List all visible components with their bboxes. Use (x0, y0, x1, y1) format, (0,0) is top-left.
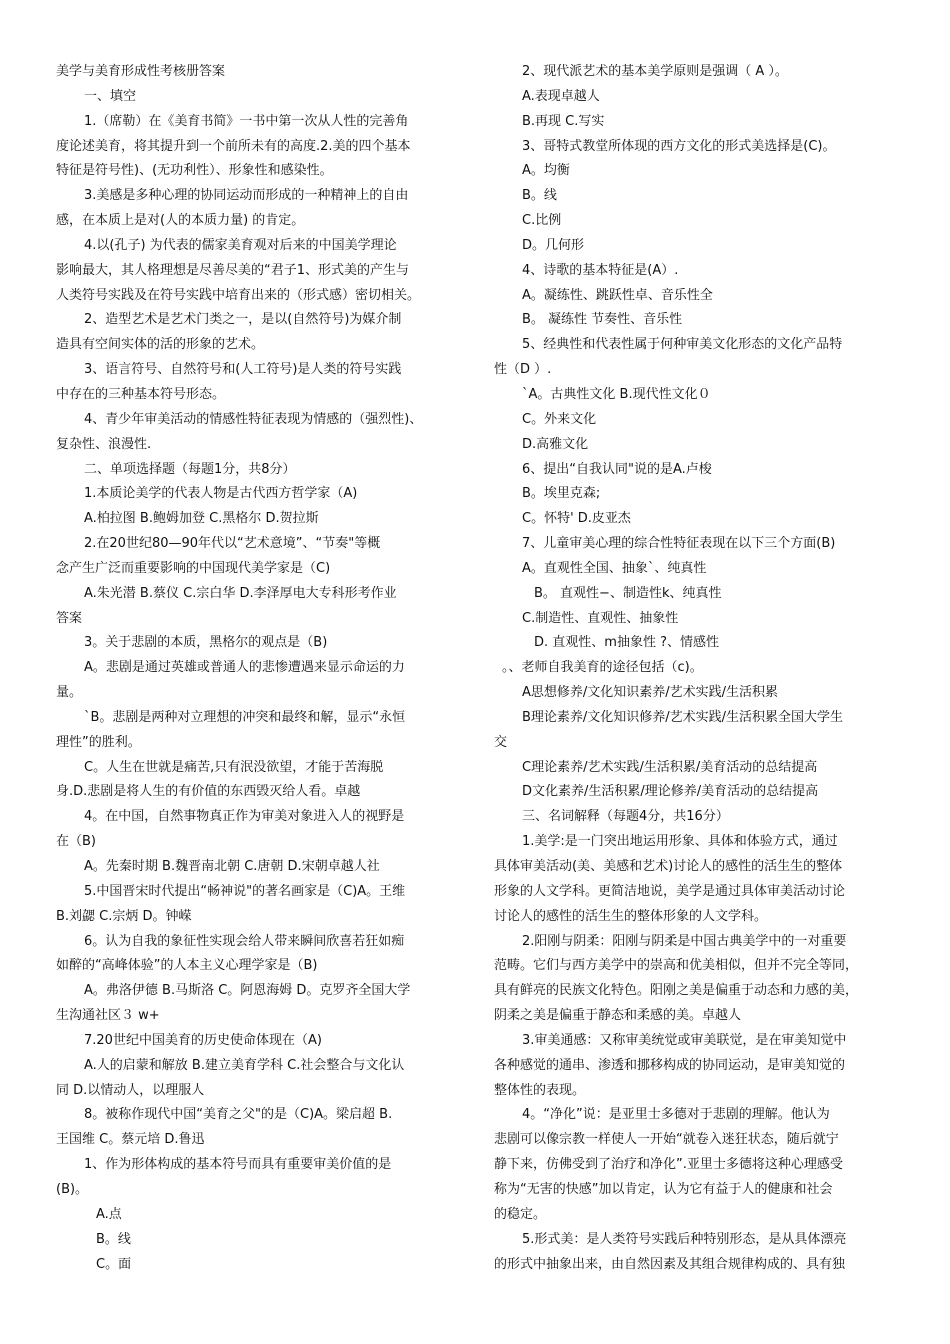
text-line: 中存在的三种基本符号形态。 (56, 386, 226, 402)
text-line: C.比例 (522, 213, 562, 229)
text-line: 悲剧可以像宗教一样使人一开始“就卷入迷狂状态，随后就宁 (494, 1132, 839, 1148)
text-line: 人类符号实践及在符号实践中培育出来的（形式感）密切相关。 (56, 287, 421, 303)
text-line: 3.美感是多种心理的协同运动而形成的一种精神上的自由 (84, 188, 409, 204)
text-line: 4、青少年审美活动的情感性特征表现为情感的（强烈性)、 (84, 411, 423, 427)
text-line: 交 (494, 734, 508, 750)
text-line: 阴柔之美是偏重于静态和柔感的美。卓越人 (494, 1008, 742, 1024)
text-line: 2.阳刚与阴柔：阳刚与阴柔是中国古典美学中的一对重要 (522, 933, 847, 949)
text-line: 5、经典性和代表性属于何种审美文化形态的文化产品特 (522, 337, 843, 353)
text-line: A。弗洛伊德 B.马斯洛 C。阿恩海姆 D。克罗齐全国大学 (84, 983, 411, 999)
text-line: 8。被称作现代中国“美育之父"的是（C)A。梁启超 B. (84, 1107, 393, 1123)
text-line: 念产生广泛而重要影响的中国现代美学家是（C) (56, 560, 331, 576)
text-line: 如醉的“高峰体验”的人本主义心理学家是（B) (56, 958, 318, 974)
text-line: 在（B) (56, 834, 96, 850)
text-line: 生沟通社区３ w+ (56, 1008, 160, 1024)
text-line: 答案 (56, 610, 83, 626)
text-line: 具体审美活动(美、美感和艺术)讨论人的感性的活生生的整体 (494, 859, 843, 874)
text-line: B。线 (96, 1231, 131, 1247)
text-line: 二、单项选择题（每题1分，共8分） (84, 461, 296, 477)
text-line: 造具有空间实体的活的形象的艺术。 (56, 337, 265, 353)
text-line: D. 直观性、m抽象性 ?、情感性 (534, 635, 719, 651)
text-line: 1.本质论美学的代表人物是古代西方哲学家（A) (84, 486, 358, 502)
text-line: C。怀特' D.皮亚杰 (522, 511, 631, 527)
text-line: A.表现卓越人 (522, 88, 600, 104)
text-line: A.柏拉图 B.鲍姆加登 C.黑格尔 D.贺拉斯 (84, 511, 319, 527)
text-line: 。、老师自我美育的途径包括（c)。 (502, 660, 703, 676)
text-line: 美学与美育形成性考核册答案 (56, 64, 226, 79)
text-line: `A。古典性文化 B.现代性文化０ (522, 386, 711, 402)
text-line: C。外来文化 (522, 411, 597, 427)
text-line: C。面 (96, 1256, 132, 1272)
text-line: A思想修养/文化知识素养/艺术实践/生活积累 (522, 685, 779, 701)
text-line: B.刘勰 C.宗炳 D。钟嵘 (56, 908, 192, 924)
text-line: 2.在20世纪80—90年代以“艺术意境”、“节奏"等概 (84, 536, 381, 552)
text-line: 3、哥特式教堂所体现的西方文化的形式美选择是(C)。 (522, 138, 836, 154)
text-line: 王国维 C。蔡元培 D.鲁迅 (56, 1132, 205, 1148)
text-line: 4、诗歌的基本特征是(A）. (522, 262, 679, 278)
text-line: B。 直观性−、制造性k、纯真性 (534, 585, 722, 601)
text-line: 感，在本质上是对(人的本质力量) 的肯定。 (56, 213, 305, 229)
text-line: A。悲剧是通过英雄或普通人的悲惨遭遇来显示命运的力 (84, 660, 405, 676)
text-line: 影响最大，其人格理想是尽善尽美的“君子1、形式美的产生与 (56, 262, 410, 278)
text-line: 2、造型艺术是艺术门类之一，是以(自然符号)为媒介制 (84, 312, 402, 328)
text-line: C.制造性、直观性、抽象性 (522, 610, 679, 626)
text-line: 6。认为自我的象征性实现会给人带来瞬间欣喜若狂如痴 (84, 933, 405, 949)
text-line: 的形式中抽象出来，由自然因素及其组合规律构成的、具有独 (494, 1256, 846, 1272)
text-line: 讨论人的感性的活生生的整体形象的人文学科。 (494, 908, 768, 924)
text-line: 同 D.以情动人，以理服人 (56, 1082, 205, 1098)
text-line: A。直观性全国、抽象`、纯真性 (522, 560, 707, 576)
text-line: 4。“净化”说：是亚里士多德对于悲剧的理解。他认为 (522, 1107, 830, 1123)
text-line: A。先秦时期 B.魏晋南北朝 C.唐朝 D.宋朝卓越人社 (84, 859, 380, 874)
left-column (56, 60, 474, 1277)
text-line: C。人生在世就是痛苦,只有泯没欲望，才能于苦海脱 (84, 759, 384, 775)
text-line: 三、名词解释（每题4分，共16分） (522, 809, 729, 825)
text-line: A。均衡 (522, 163, 570, 179)
text-line: D。几何形 (522, 237, 585, 253)
text-line: 7、儿童审美心理的综合性特征表现在以下三个方面(B) (522, 536, 836, 552)
text-line: 3。关于悲剧的本质，黑格尔的观点是（B) (84, 635, 328, 651)
text-line: 复杂性、浪漫性. (56, 436, 152, 452)
text-line: 1、作为形体构成的基本符号而具有重要审美价值的是 (84, 1157, 392, 1173)
text-line: 身.D.悲剧是将人生的有价值的东西毁灭给人看。卓越 (56, 784, 361, 800)
text-line: 3、语言符号、自然符号和(人工符号)是人类的符号实践 (84, 362, 402, 378)
text-line: 5.形式美：是人类符号实践后种特别形态，是从具体漂亮 (522, 1231, 847, 1247)
text-line: 具有鲜亮的民族文化特色。阳刚之美是偏重于动态和力感的美， (494, 983, 859, 999)
text-line: 静下来，仿佛受到了治疗和净化”.亚里士多德将这种心理感受 (494, 1157, 843, 1173)
text-line: B.再现 C.写实 (522, 113, 605, 129)
right-column (494, 60, 902, 1277)
text-line: 1.美学:是一门突出地运用形象、具体和体验方式，通过 (522, 834, 838, 850)
text-line: C理论素养/艺术实践/生活积累/美育活动的总结提高 (522, 759, 818, 775)
text-line: D文化素养/生活积累/理论修养/美育活动的总结提高 (522, 784, 819, 800)
text-line: 5.中国晋宋时代提出“畅神说"的著名画家是（C)A。王维 (84, 883, 406, 899)
text-line: A.点 (96, 1206, 122, 1222)
text-line: A.人的启蒙和解放 B.建立美育学科 C.社会整合与文化认 (84, 1057, 405, 1073)
text-line: B理论素养/文化知识修养/艺术实践/生活积累全国大学生 (522, 709, 844, 725)
text-line: 称为“无害的快感”加以肯定，认为它有益于人的健康和社会 (494, 1181, 833, 1197)
text-line: 2、现代派艺术的基本美学原则是强调（ A ）。 (522, 64, 788, 79)
text-line: 7.20世纪中国美育的历史使命体现在（A) (84, 1032, 322, 1048)
text-line: (B)。 (56, 1181, 89, 1197)
text-line: B。埃里克森; (522, 486, 601, 502)
text-line: 各种感觉的通串、渗透和挪移构成的协同运动，是审美知觉的 (494, 1057, 846, 1073)
text-line: A.朱光潜 B.蔡仪 C.宗白华 D.李泽厚电大专科形考作业 (84, 585, 397, 601)
text-line: D.高雅文化 (522, 436, 589, 452)
text-line: 的稳定。 (494, 1206, 547, 1222)
text-line: 3.审美通感：又称审美统觉或审美联觉，是在审美知觉中 (522, 1032, 847, 1048)
text-line: 特征是符号性)、(无功利性）、形象性和感染性。 (56, 163, 333, 179)
text-line: `B。悲剧是两种对立理想的冲突和最终和解，显示“永恒 (84, 709, 406, 725)
text-line: 整体性的表现。 (494, 1082, 586, 1098)
text-line: A。凝练性、跳跃性卓、音乐性全 (522, 287, 713, 303)
text-line: 一、填空 (84, 88, 137, 104)
text-line: 量。 (56, 685, 83, 701)
text-line: 形象的人文学科。更简洁地说，美学是通过具体审美活动讨论 (494, 883, 846, 899)
text-line: 理性”的胜利。 (56, 734, 141, 750)
text-line: 1.（席勒）在《美育书简》一书中第一次从人性的完善角 (84, 113, 409, 129)
text-line: 6、提出“自我认同"说的是A.卢梭 (522, 461, 712, 477)
text-line: B。 凝练性 节奏性、音乐性 (522, 312, 683, 328)
text-line: B。线 (522, 188, 557, 204)
text-line: 4.以(孔子) 为代表的儒家美育观对后来的中国美学理论 (84, 237, 397, 253)
text-line: 范畴。它们与西方美学中的崇高和优美相似，但并不完全等同， (494, 958, 859, 974)
text-line: 性（D ）. (494, 362, 552, 378)
text-line: 度论述美育，将其提升到一个前所未有的高度.2.美的四个基本 (56, 138, 411, 154)
text-line: 4。在中国，自然事物真正作为审美对象进入人的视野是 (84, 809, 405, 825)
